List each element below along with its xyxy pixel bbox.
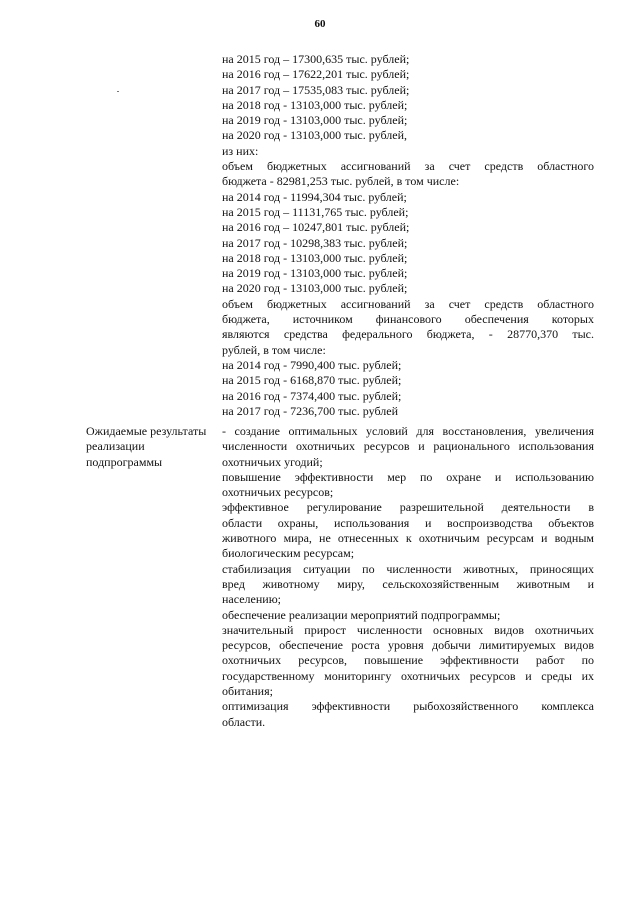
funding-line: на 2018 год - 13103,000 тыс. рублей; — [222, 97, 408, 112]
funding-details-block — [222, 52, 594, 419]
funding-line: из них: — [222, 143, 259, 158]
result-line: стабилизация ситуации по численности животных, приносящих — [222, 561, 594, 576]
result-line: охотничьих ресурсов, повышение эффективности работ по — [222, 653, 594, 668]
funding-line: на 2015 год – 17300,635 тыс. рублей; — [222, 52, 410, 66]
funding-line: на 2020 год - 13103,000 тыс. рублей; — [222, 281, 408, 296]
expected-results-label — [86, 424, 216, 470]
funding-line: на 2017 год - 7236,700 тыс. рублей — [222, 403, 398, 418]
funding-line: рублей, в том числе: — [222, 342, 326, 357]
funding-line: на 2015 год - 6168,870 тыс. рублей; — [222, 373, 402, 388]
result-line: государственному мониторингу охотничьих ресурсов и среды их — [222, 668, 594, 683]
label-line: реализации — [86, 439, 145, 454]
result-line: численности охотничьих ресурсов и рационального использования — [222, 439, 594, 454]
page-number: 60 — [314, 18, 326, 30]
result-line: обитания; — [222, 684, 273, 699]
result-line: эффективное регулирование разрешительной деятельности в — [222, 500, 594, 515]
funding-line: на 2018 год - 13103,000 тыс. рублей; — [222, 250, 408, 265]
funding-line: на 2020 год - 13103,000 тыс. рублей, — [222, 128, 407, 143]
funding-line: на 2016 год – 10247,801 тыс. рублей; — [222, 220, 410, 235]
result-line: оптимизация эффективности рыбохозяйственного комплекса — [222, 699, 594, 714]
funding-line: на 2019 год - 13103,000 тыс. рублей; — [222, 113, 408, 128]
result-line: животного мира, не отнесенных к охотничьим ресурсам и водным — [222, 531, 594, 546]
result-line: ресурсов, обеспечение роста уровня добычи лимитируемых видов — [222, 638, 594, 653]
funding-line: являются средства федерального бюджета, - 28770,370 тыс. — [222, 327, 594, 342]
funding-line: на 2017 год - 10298,383 тыс. рублей; — [222, 235, 408, 250]
result-line: охотничьих угодий; — [222, 454, 323, 469]
result-line: области охраны, использования и воспроизводства объектов — [222, 515, 594, 530]
result-line: вред животному миру, сельскохозяйственным животным и — [222, 576, 594, 591]
funding-line: на 2017 год – 17535,083 тыс. рублей; — [222, 82, 410, 97]
label-line: Ожидаемые результаты — [86, 424, 207, 438]
result-line: значительный прирост численности основных видов охотничьих — [222, 622, 594, 637]
result-line: - создание оптимальных условий для восстановления, увеличения — [222, 424, 594, 438]
funding-line: бюджета, источником финансового обеспечения которых — [222, 312, 594, 327]
scan-speck — [117, 91, 119, 92]
result-line: обеспечение реализации мероприятий подпрограммы; — [222, 607, 501, 622]
funding-line: на 2015 год – 11131,765 тыс. рублей; — [222, 204, 409, 219]
result-line: биологическим ресурсам; — [222, 546, 355, 561]
funding-line: на 2014 год - 11994,304 тыс. рублей; — [222, 189, 407, 204]
result-line: охотничьих ресурсов; — [222, 485, 334, 500]
expected-results-block — [222, 424, 594, 730]
funding-line: на 2019 год - 13103,000 тыс. рублей; — [222, 266, 408, 281]
funding-line: на 2016 год – 17622,201 тыс. рублей; — [222, 67, 410, 82]
funding-line: бюджета - 82981,253 тыс. рублей, в том числе: — [222, 174, 460, 189]
result-line: повышение эффективности мер по охране и использованию — [222, 469, 594, 484]
funding-line: на 2014 год - 7990,400 тыс. рублей; — [222, 357, 402, 372]
result-line: населению; — [222, 592, 282, 607]
label-line: подпрограммы — [86, 454, 163, 469]
funding-line: объем бюджетных ассигнований за счет средств областного — [222, 296, 594, 311]
funding-line: объем бюджетных ассигнований за счет средств областного — [222, 159, 594, 174]
funding-line: на 2016 год - 7374,400 тыс. рублей; — [222, 388, 402, 403]
result-line: области. — [222, 714, 266, 729]
